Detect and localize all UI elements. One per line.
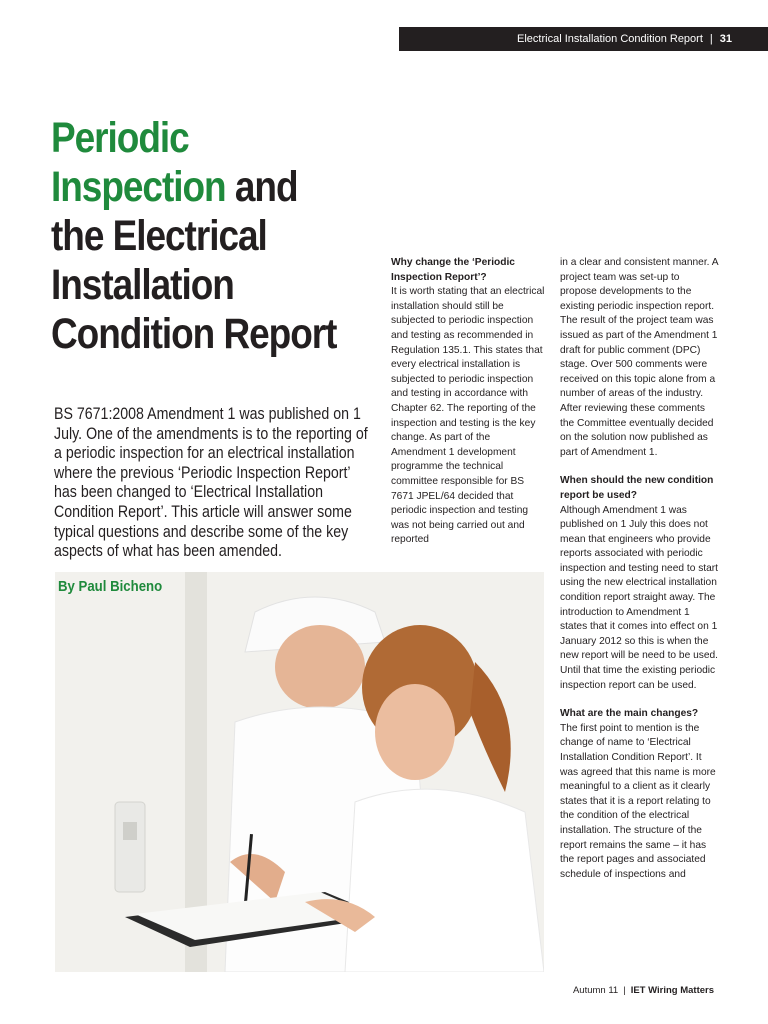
section-heading-when-used: When should the new condition report be used?: [560, 475, 714, 501]
paragraph-main-changes: The first point to mention is the change of name to ‘Electrical Installation Condition Report’. It was agreed that this name is more meaningful to a client as it clearly states that it is a report relating to the condition of the electrical installation. The structure of the report remains the same – it has the report pages and associated schedule of inspections and: [560, 722, 716, 880]
paragraph-gap: [560, 460, 718, 474]
paragraph-when-used: Although Amendment 1 was published on 1 July this does not mean that engineers who provide reports associated with periodic inspection and testing need to start using the new electrical installation condition report straight away. The introduction to Amendment 1 states that it comes into effect on 1 January 2012 so this is when the new report will be need to be used. Until that time the existing periodic inspection report can be used.: [560, 504, 719, 691]
article-title: [51, 114, 335, 359]
section-heading-main-changes: What are the main changes?: [560, 708, 699, 720]
title-line-2-rest: and: [225, 163, 298, 211]
title-line-5: Condition Report: [51, 310, 337, 358]
standfirst: BS 7671:2008 Amendment 1 was published on 1 July. One of the amendments is to the reporting of a periodic inspection for an electrical installation where the previous ‘Periodic Inspection Report’ has been changed to ‘Electrical Installation Condition Report’. This article will answer some typical questions and describe some of the key aspects of what has been amended.: [54, 405, 368, 561]
section-heading-why-change: Why change the ‘Periodic Inspection Report’?: [391, 257, 515, 283]
paragraph-continuation: in a clear and consistent manner. A project team was set-up to propose developments to the existing periodic inspection report. The result of the project team was issued as part of the Amendment 1 draft for public comment (DPC) stage. Over 500 comments were received on this topic alone from a number of areas of the industry. After reviewing these comments the Committee eventually decided on the solution now published as part of Amendment 1.: [560, 257, 719, 458]
title-line-4: Installation: [51, 261, 234, 309]
title-line-1: Periodic: [51, 114, 189, 162]
footer-magazine: IET Wiring Matters: [630, 985, 714, 996]
page-number: 31: [719, 33, 732, 45]
footer-separator: |: [623, 985, 626, 996]
title-line-2: [51, 163, 335, 212]
running-header-separator: |: [709, 33, 713, 45]
photo-illustration: [55, 572, 544, 972]
title-line-3: the Electrical: [51, 212, 267, 260]
paragraph-why-change: It is worth stating that an electrical installation should still be subjected to periodic inspection and testing as recommended in Regulation 135.1. This states that every electrical installation is subjected to periodic inspection and testing in accordance with Chapter 62. The reporting of the inspection and testing is the key change. As part of the Amendment 1 development programme the technical committee responsible for BS 7671 JPEL/64 decided that periodic inspection and testing was not being carried out and reported: [391, 286, 545, 546]
body-column-1: [391, 256, 546, 548]
running-header: [399, 27, 768, 51]
footer-issue: Autumn 11: [572, 985, 619, 996]
byline: By Paul Bicheno: [58, 578, 163, 595]
title-highlight: Inspection: [51, 163, 226, 211]
article-photo: [55, 572, 544, 972]
paragraph-gap: [560, 693, 718, 707]
running-footer: [573, 985, 714, 996]
running-header-section: Electrical Installation Condition Report: [517, 33, 703, 45]
body-column-2: [560, 256, 718, 882]
